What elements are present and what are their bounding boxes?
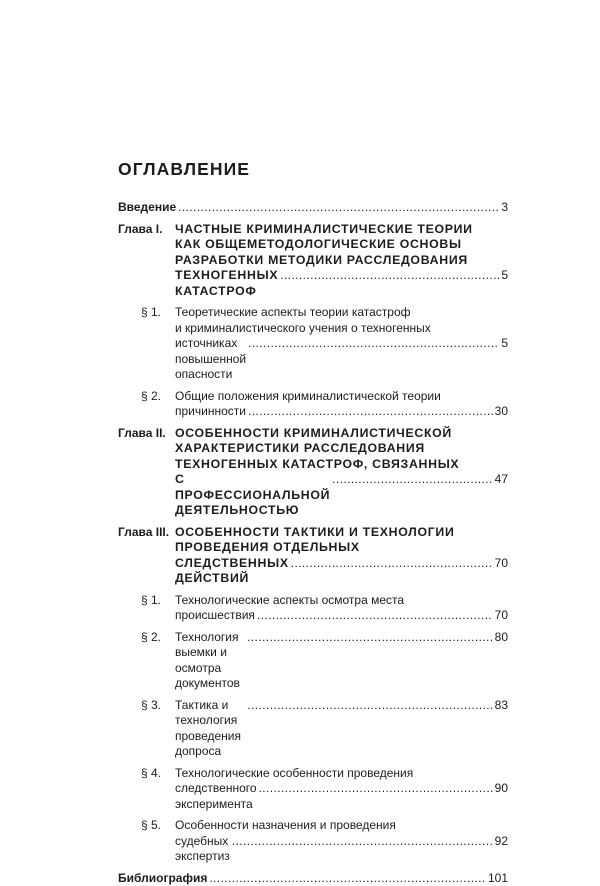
entry-title: [175, 698, 508, 760]
page-number: 101: [488, 871, 508, 886]
entry-label: § 1.: [118, 593, 175, 609]
toc-entry-introduction[interactable]: [118, 200, 508, 216]
entry-title-line: [175, 472, 508, 519]
entry-title-line: [175, 237, 508, 253]
page-number: 3: [501, 200, 508, 216]
dot-leader: [259, 781, 493, 797]
entry-title-line: [175, 766, 508, 782]
entry-title-text: РАЗРАБОТКИ МЕТОДИКИ РАССЛЕДОВАНИЯ: [175, 253, 468, 269]
page-number: 80: [495, 630, 508, 646]
toc-entry-chapter-1-section-1[interactable]: [118, 305, 508, 383]
entry-title-text: ПРОВЕДЕНИЯ ОТДЕЛЬНЫХ: [175, 540, 360, 556]
entry-title-line: [175, 404, 508, 420]
dot-leader: [291, 556, 493, 572]
entry-title-text: Технология выемки и осмотра документов: [175, 630, 245, 692]
entry-title-line: [175, 781, 508, 812]
entry-title-text: ХАРАКТЕРИСТИКИ РАССЛЕДОВАНИЯ: [175, 441, 425, 457]
entry-title-line: [175, 525, 508, 541]
entry-title-text: Особенности назначения и проведения: [175, 818, 396, 834]
entry-title-line: [175, 608, 508, 624]
entry-title: [175, 818, 508, 865]
dot-leader: [247, 698, 492, 714]
toc-entry-chapter-3-section-2[interactable]: [118, 630, 508, 692]
entry-title: [175, 630, 508, 692]
page-number: 83: [495, 698, 508, 714]
entry-title-line: [175, 336, 508, 383]
entry-title: [175, 389, 508, 420]
entry-title: [175, 222, 508, 300]
entry-title-text: КАК ОБЩЕМЕТОДОЛОГИЧЕСКИЕ ОСНОВЫ: [175, 237, 462, 253]
entry-label: § 2.: [118, 630, 175, 646]
entry-title-text: происшествия: [175, 608, 255, 624]
page-number: 5: [501, 336, 508, 352]
entry-title-line: [175, 834, 508, 865]
entry-title-line: [175, 222, 508, 238]
entry-title-text: и криминалистического учения о техногенных: [175, 321, 431, 337]
entry-title-text: СЛЕДСТВЕННЫХ ДЕЙСТВИЙ: [175, 556, 289, 587]
entry-title-text: Общие положения криминалистической теории: [175, 389, 441, 405]
entry-title-line: [175, 389, 508, 405]
entry-title-text: причинности: [175, 404, 246, 420]
entry-label: § 2.: [118, 389, 175, 405]
page-number: 5: [501, 268, 508, 284]
entry-title-line: [175, 556, 508, 587]
entry-title-text: Тактика и технология проведения допроса: [175, 698, 245, 760]
entry-title-line: [175, 457, 508, 473]
entry-title-text: ОСОБЕННОСТИ КРИМИНАЛИСТИЧЕСКОЙ: [175, 426, 452, 442]
page-number: 30: [495, 404, 508, 420]
page-number: 47: [495, 472, 508, 488]
entry-title-line: [175, 441, 508, 457]
entry-title-line: [175, 818, 508, 834]
entry-title-line: [118, 200, 508, 216]
entry-title: [175, 305, 508, 383]
toc-page: [118, 158, 508, 886]
entry-title-line: [175, 698, 508, 760]
entry-title: [118, 871, 508, 886]
entry-title-line: [175, 426, 508, 442]
entry-title-text: следственного эксперимента: [175, 781, 257, 812]
toc-entry-chapter-2[interactable]: [118, 426, 508, 519]
entry-title-line: [175, 253, 508, 269]
entry-title-text: Библиография: [118, 871, 207, 886]
dot-leader: [248, 336, 499, 352]
entry-label: Глава II.: [118, 426, 175, 442]
toc-entry-chapter-3[interactable]: [118, 525, 508, 587]
entry-label: § 1.: [118, 305, 175, 321]
toc-entry-chapter-3-section-5[interactable]: [118, 818, 508, 865]
entry-label: § 5.: [118, 818, 175, 834]
entry-title-text: ТЕХНОГЕННЫХ КАТАСТРОФ: [175, 268, 278, 299]
entry-title-text: источниках повышенной опасности: [175, 336, 246, 383]
entry-title-line: [175, 593, 508, 609]
entry-title: [175, 525, 508, 587]
entry-title: [118, 200, 508, 216]
entry-title-text: Технологические особенности проведения: [175, 766, 413, 782]
toc-entry-bibliography[interactable]: [118, 871, 508, 886]
dot-leader: [257, 608, 493, 624]
entry-title-text: судебных экспертиз: [175, 834, 230, 865]
entry-title: [175, 766, 508, 813]
entry-title-line: [175, 630, 508, 692]
entry-title-text: Введение: [118, 200, 176, 216]
dot-leader: [232, 834, 493, 850]
page-number: 70: [495, 556, 508, 572]
toc-entry-chapter-3-section-1[interactable]: [118, 593, 508, 624]
toc-entry-chapter-3-section-4[interactable]: [118, 766, 508, 813]
dot-leader: [178, 200, 499, 216]
entry-title-line: [175, 540, 508, 556]
entry-label: § 4.: [118, 766, 175, 782]
entry-title-text: Теоретические аспекты теории катастроф: [175, 305, 411, 321]
entry-title-line: [175, 268, 508, 299]
entry-title-text: ТЕХНОГЕННЫХ КАТАСТРОФ, СВЯЗАННЫХ: [175, 457, 459, 473]
dot-leader: [280, 268, 499, 284]
dot-leader: [209, 871, 486, 886]
entry-title-text: ЧАСТНЫЕ КРИМИНАЛИСТИЧЕСКИЕ ТЕОРИИ: [175, 222, 473, 238]
toc-title: ОГЛАВЛЕНИЕ: [118, 158, 508, 180]
dot-leader: [247, 630, 493, 646]
entry-label: § 3.: [118, 698, 175, 714]
page-number: 92: [495, 834, 508, 850]
page-number: 70: [495, 608, 508, 624]
entry-title: [175, 593, 508, 624]
toc-entry-chapter-1[interactable]: [118, 222, 508, 300]
entry-title-line: [175, 305, 508, 321]
entry-title-line: [118, 871, 508, 886]
entry-label: Глава III.: [118, 525, 175, 541]
entry-title-text: ОСОБЕННОСТИ ТАКТИКИ И ТЕХНОЛОГИИ: [175, 525, 455, 541]
entry-label: Глава I.: [118, 222, 175, 238]
entry-title-text: С ПРОФЕССИОНАЛЬНОЙ ДЕЯТЕЛЬНОСТЬЮ: [175, 472, 330, 519]
toc-list: [118, 200, 508, 886]
entry-title-text: Технологические аспекты осмотра места: [175, 593, 404, 609]
entry-title-line: [175, 321, 508, 337]
toc-entry-chapter-3-section-3[interactable]: [118, 698, 508, 760]
page-number: 90: [495, 781, 508, 797]
dot-leader: [248, 404, 493, 420]
dot-leader: [332, 472, 492, 488]
entry-title: [175, 426, 508, 519]
toc-entry-chapter-1-section-2[interactable]: [118, 389, 508, 420]
